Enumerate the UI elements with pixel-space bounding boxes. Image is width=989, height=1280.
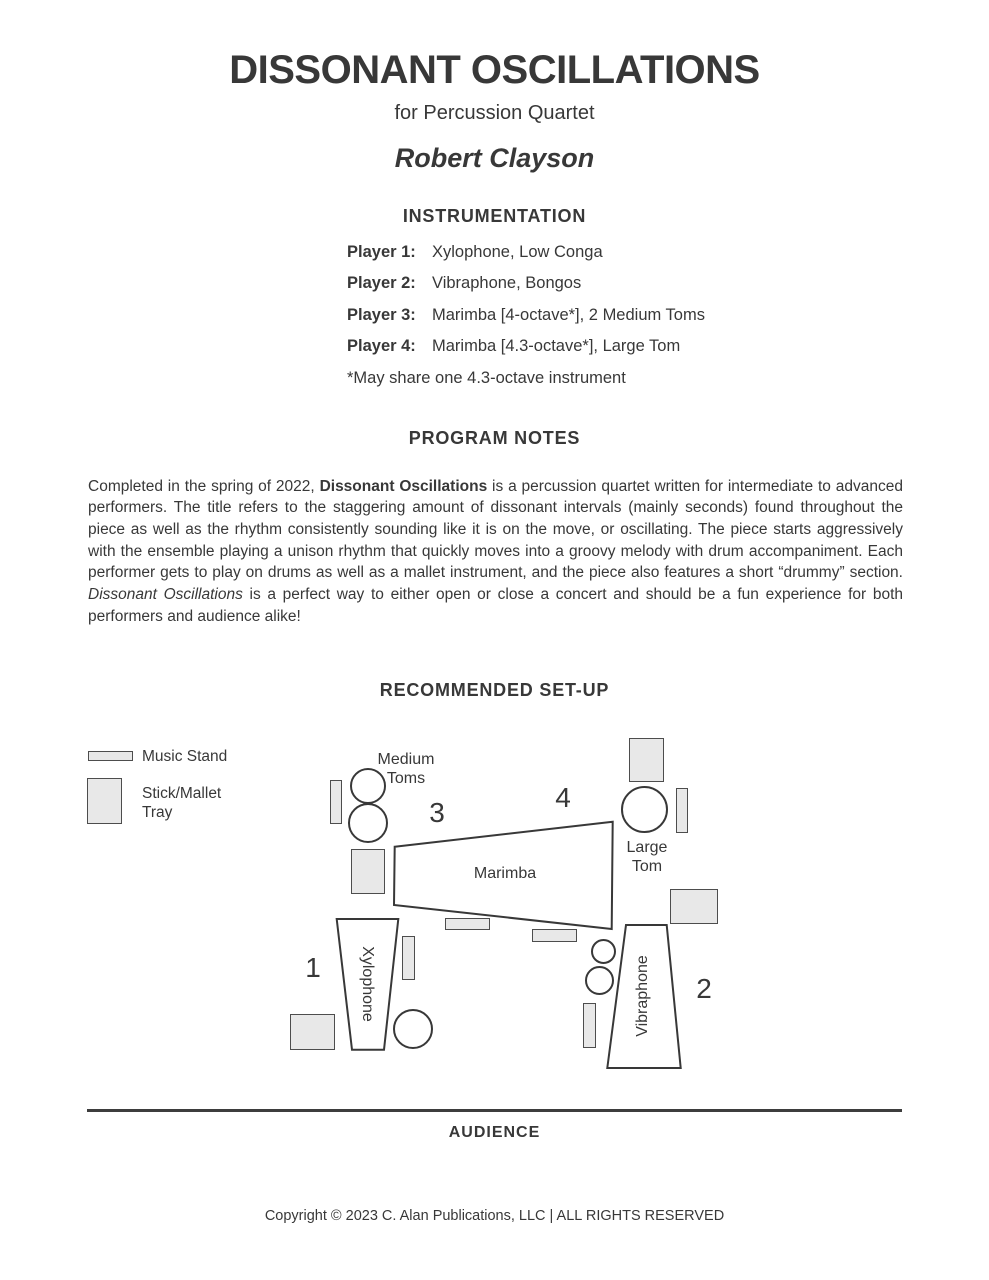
- player-row: [347, 305, 705, 325]
- player2-stick-tray: [670, 889, 718, 924]
- notes-part-1: Completed in the spring of 2022,: [88, 477, 320, 495]
- notes-part-2: is a percussion quartet written for intermediate to advanced performers. The title refers to the staggering amount of dissonant intervals (mainly seconds) found throughout the piece as well as the rhythm consistently sounding like it is on the move, or oscillating. The piece starts aggressively with the ensemble playing a unison rhythm that quickly moves into a groovy melody with drum accompaniment. Each performer gets to play on drums as well as a mallet instrument, and the piece also features a short “drummy” section.: [88, 477, 903, 582]
- legend-music-stand-label: Music Stand: [142, 748, 228, 765]
- large-tom-label-line1: Large: [626, 839, 668, 856]
- player-label: Player 1:: [347, 243, 416, 261]
- player1-number: 1: [305, 952, 321, 983]
- page-title: DISSONANT OSCILLATIONS: [229, 48, 760, 92]
- composer-name: Robert Clayson: [394, 143, 595, 173]
- medium-toms-label-line2: Toms: [386, 770, 426, 787]
- player-row: [347, 336, 705, 356]
- player-instruments: Marimba [4-octave*], 2 Medium Toms: [432, 305, 705, 324]
- large-tom-drum: [621, 786, 668, 833]
- player-instruments: Vibraphone, Bongos: [432, 274, 582, 293]
- player3-number: 3: [429, 797, 445, 828]
- player-row: [347, 273, 705, 293]
- player-instruments: Marimba [4.3-octave*], Large Tom: [432, 337, 681, 356]
- marimba-label: Marimba: [473, 865, 537, 882]
- player2-music-stand: [583, 1003, 596, 1048]
- medium-toms-label-line1: Medium: [377, 751, 435, 768]
- player2-number: 2: [696, 973, 712, 1004]
- setup-heading: RECOMMENDED SET-UP: [379, 680, 610, 700]
- player4-number: 4: [555, 782, 571, 813]
- audience-label: AUDIENCE: [448, 1124, 541, 1141]
- player-row: [347, 242, 705, 262]
- player3-music-stand: [330, 780, 342, 824]
- xylophone-label: Xylophone: [359, 946, 376, 1022]
- player1-music-stand: [402, 936, 415, 980]
- player-label: Player 3:: [347, 305, 416, 324]
- large-tom-label-line2: Tom: [631, 858, 663, 875]
- legend-stick-tray-label: [142, 784, 221, 822]
- copyright-text: Copyright © 2023 C. Alan Publications, LLC | ALL RIGHTS RESERVED: [264, 1208, 725, 1224]
- medium-tom-drum-2: [348, 803, 388, 843]
- page-subtitle: for Percussion Quartet: [394, 102, 595, 124]
- legend-stick-tray-swatch: [87, 778, 122, 824]
- player4-music-stand: [676, 788, 688, 833]
- player-label: Player 4:: [347, 337, 416, 356]
- legend-music-stand-swatch: [88, 751, 133, 761]
- instrumentation-footnote: *May share one 4.3-octave instrument: [347, 369, 626, 387]
- stage-audience-divider: [87, 1109, 902, 1112]
- player3-stick-tray: [351, 849, 385, 894]
- program-notes-heading: PROGRAM NOTES: [408, 428, 581, 448]
- player-label: Player 2:: [347, 274, 416, 293]
- notes-part-3: is a perfect way to either open or close a concert and should be a fun experience for both performers and audience alike!: [88, 586, 904, 625]
- player4-stick-tray: [629, 738, 664, 782]
- legend-stick-tray-line2: Tray: [142, 804, 173, 821]
- instrumentation-list: [347, 242, 705, 368]
- program-notes-text: [88, 476, 903, 628]
- player1-stick-tray: [290, 1014, 335, 1050]
- notes-title-bold: Dissonant Oscillations: [319, 477, 488, 495]
- low-conga-drum: [393, 1009, 433, 1049]
- medium-toms-label: [356, 750, 456, 788]
- marimba-music-stand-right: [532, 929, 577, 942]
- vibraphone-label: Vibraphone: [634, 955, 651, 1037]
- player-instruments: Xylophone, Low Conga: [432, 243, 603, 261]
- instrumentation-heading: INSTRUMENTATION: [402, 206, 587, 226]
- marimba-music-stand-left: [445, 918, 490, 930]
- legend-stick-tray-line1: Stick/Mallet: [142, 785, 222, 802]
- notes-title-italic: Dissonant Oscillations: [88, 586, 243, 604]
